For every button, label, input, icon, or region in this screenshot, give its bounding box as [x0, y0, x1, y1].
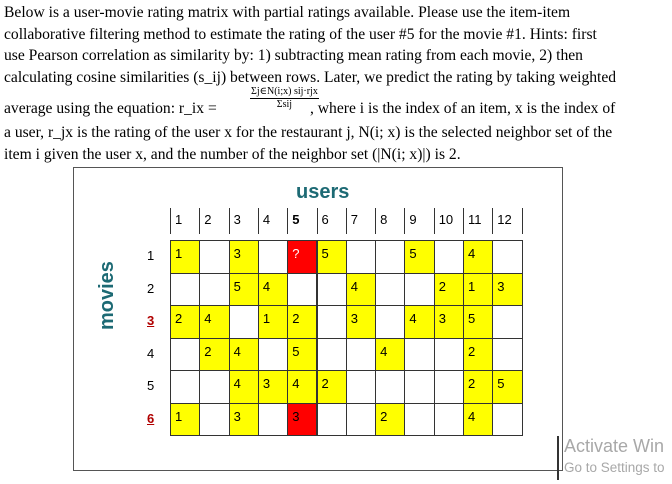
rating-cell-m6-u1: 1 [170, 403, 200, 437]
rating-cell-m4-u1 [170, 338, 200, 372]
column-header-divider [492, 208, 493, 234]
rating-cell-m3-u12 [492, 305, 522, 339]
column-header-divider [229, 208, 230, 234]
rating-cell-m2-u12: 3 [492, 273, 522, 307]
text-line-3: use Pearson correlation as similarity by: 1) subtracting mean rating from each movie, 2) then [4, 47, 583, 64]
rating-cell-m4-u2: 2 [199, 338, 229, 372]
rating-cell-m2-u9 [404, 273, 434, 307]
text-line-5 [4, 88, 668, 122]
rating-cell-m5-u2 [199, 370, 229, 404]
rating-cell-m3-u2: 4 [199, 305, 229, 339]
column-header-user-12: 12 [497, 212, 512, 227]
column-header-divider [463, 208, 464, 234]
users-axis-title: users [296, 181, 350, 203]
rating-cell-m5-u6: 2 [317, 370, 347, 404]
rating-cell-m2-u1 [170, 273, 200, 307]
watermark-divider [557, 436, 559, 480]
column-header-divider [317, 208, 318, 234]
text-line-7: item i given the user x, and the number of the neighbor set (|N(i; x)|) is 2. [4, 145, 461, 163]
column-header-user-1: 1 [175, 212, 183, 227]
rating-cell-m3-u11: 5 [463, 305, 493, 339]
rating-cell-m4-u12 [492, 338, 522, 372]
equation-denominator: Σsij [276, 99, 293, 110]
rating-cell-m6-u12 [492, 403, 522, 437]
rating-cell-m3-u3 [229, 305, 259, 339]
column-header-user-10: 10 [438, 212, 454, 227]
rating-cell-m4-u3: 4 [229, 338, 259, 372]
column-header-divider [346, 208, 347, 234]
rating-cell-m6-u9 [404, 403, 434, 437]
column-header-user-5: 5 [292, 212, 300, 227]
rating-cell-m1-u6: 5 [317, 240, 347, 274]
rating-cell-m2-u3: 5 [229, 273, 259, 307]
rating-cell-m1-u7 [346, 240, 376, 274]
rating-cell-m5-u1 [170, 370, 200, 404]
rating-cell-m1-u12 [492, 240, 522, 274]
rating-cell-m3-u7: 3 [346, 305, 376, 339]
text-line-4: calculating cosine similarities (s_ij) between rows. Later, we predict the rating by taking weighted [4, 68, 617, 86]
rating-cell-m3-u4: 1 [258, 305, 288, 339]
rating-cell-m5-u7 [346, 370, 376, 404]
equation-tail: , where i is the index of an item, x is the index of [310, 100, 616, 117]
row-header-movie-5: 5 [147, 378, 155, 393]
rating-cell-m6-u4 [258, 403, 288, 437]
rating-cell-m5-u8 [375, 370, 405, 404]
equation-numerator: Σj∈N(i;x) sij·rjx [251, 86, 318, 97]
rating-cell-m6-u5: 3 [287, 403, 317, 437]
rating-cell-m3-u8 [375, 305, 405, 339]
rating-cell-m4-u10 [434, 338, 464, 372]
column-header-divider [404, 208, 405, 234]
rating-cell-m2-u11: 1 [463, 273, 493, 307]
rating-cell-m1-u8 [375, 240, 405, 274]
rating-cell-m1-u5: ? [287, 240, 317, 274]
column-header-divider [522, 208, 523, 234]
rating-cell-m4-u6 [317, 338, 347, 372]
rating-cell-m1-u3: 3 [229, 240, 259, 274]
column-header-user-2: 2 [204, 212, 212, 227]
equation-fraction [250, 86, 319, 111]
rating-cell-m4-u8: 4 [375, 338, 405, 372]
row-header-movie-1: 1 [147, 248, 155, 263]
rating-cell-m6-u7 [346, 403, 376, 437]
rating-cell-m1-u2 [199, 240, 229, 274]
rating-cell-m2-u7: 4 [346, 273, 376, 307]
column-header-divider [199, 208, 200, 234]
column-header-user-6: 6 [321, 212, 329, 227]
problem-statement [4, 2, 668, 165]
rating-cell-m6-u6 [317, 403, 347, 437]
column-header-divider [375, 208, 376, 234]
rating-cell-m3-u6 [317, 305, 347, 339]
row-header-movie-4: 4 [147, 345, 155, 361]
rating-cell-m1-u4 [258, 240, 288, 274]
rating-cell-m5-u9 [404, 370, 434, 404]
column-header-user-4: 4 [262, 212, 271, 227]
rating-cell-m5-u3: 4 [229, 370, 259, 404]
text-line-2: collaborative filtering method to estimate the rating of the user #5 for the movie #1. Hints: first [4, 25, 597, 43]
rating-cell-m1-u10 [434, 240, 464, 274]
activate-windows-watermark: Activate Win [564, 436, 665, 456]
column-header-divider [287, 208, 288, 234]
row-header-movie-3: 3 [147, 313, 155, 328]
column-header-user-7: 7 [350, 212, 359, 227]
rating-cell-m2-u8 [375, 273, 405, 307]
activate-windows-hint: Go to Settings to [564, 460, 665, 475]
rating-cell-m3-u5: 2 [287, 305, 317, 339]
row-header-movie-2: 2 [147, 280, 155, 296]
rating-cell-m4-u11: 2 [463, 338, 493, 372]
column-header-divider [258, 208, 259, 234]
rating-cell-m4-u7 [346, 338, 376, 372]
rating-cell-m3-u9: 4 [404, 305, 434, 339]
rating-cell-m6-u11: 4 [463, 403, 493, 437]
rating-cell-m3-u10: 3 [434, 305, 464, 339]
rating-cell-m4-u4 [258, 338, 288, 372]
rating-cell-m5-u10 [434, 370, 464, 404]
rating-cell-m1-u9: 5 [404, 240, 434, 274]
column-header-user-3: 3 [233, 212, 241, 227]
rating-cell-m5-u4: 3 [258, 370, 288, 404]
rating-cell-m3-u1: 2 [170, 305, 200, 339]
column-header-divider [170, 208, 171, 234]
rating-cell-m6-u2 [199, 403, 229, 437]
rating-cell-m2-u10: 2 [434, 273, 464, 307]
rating-cell-m2-u2 [199, 273, 229, 307]
rating-cell-m2-u5 [287, 273, 317, 307]
rating-cell-m1-u1: 1 [170, 240, 200, 274]
rating-cell-m6-u10 [434, 403, 464, 437]
rating-cell-m5-u11: 2 [463, 370, 493, 404]
rating-cell-m4-u9 [404, 338, 434, 372]
movies-axis-title: movies [96, 261, 118, 330]
rating-cell-m1-u11: 4 [463, 240, 493, 274]
text-line-1: Below is a user-movie rating matrix with partial ratings available. Please use the item-item [4, 4, 571, 21]
rating-cell-m5-u5: 4 [287, 370, 317, 404]
rating-cell-m6-u3: 3 [229, 403, 259, 437]
equation-lead: average using the equation: r_ix = [4, 100, 217, 117]
column-header-user-8: 8 [380, 212, 388, 227]
rating-cell-m4-u5: 5 [287, 338, 317, 372]
text-line-6: a user, r_jx is the rating of the user x for the restaurant j, N(i; x) is the selected neighbor set of the [4, 124, 613, 141]
rating-cell-m5-u12: 5 [492, 370, 522, 404]
rating-cell-m6-u8: 2 [375, 403, 405, 437]
row-header-movie-6: 6 [147, 410, 155, 426]
column-header-user-11: 11 [468, 212, 482, 227]
column-header-user-9: 9 [409, 212, 417, 227]
rating-cell-m2-u4: 4 [258, 273, 288, 307]
column-header-divider [434, 208, 435, 234]
rating-cell-m2-u6 [317, 273, 347, 307]
